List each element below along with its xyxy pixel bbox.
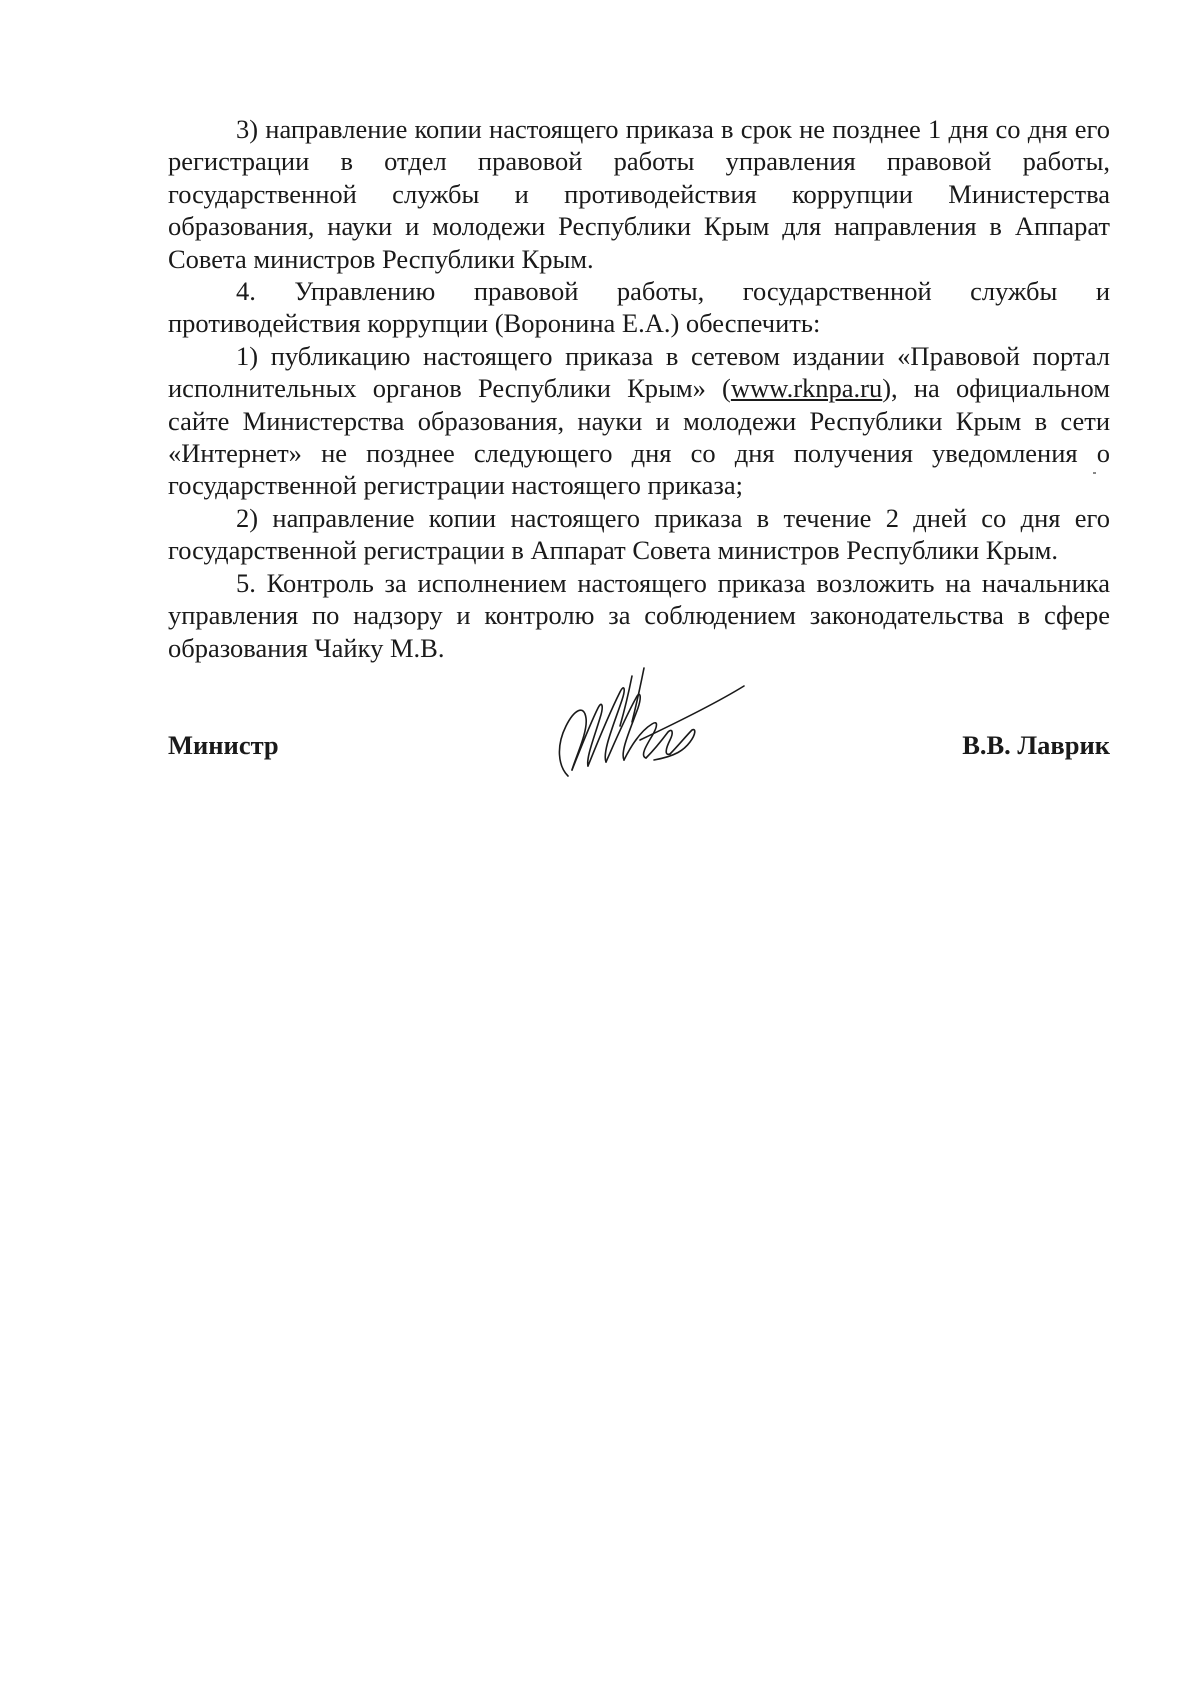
signature-block — [168, 666, 1110, 786]
paragraph-item-4: 4. Управлению правовой работы, государственной службы и противодействия коррупции (Воронина Е.А.) обеспечить: — [168, 276, 1110, 339]
paragraph-text-after-link: ), на официальном сайте Министерства образования, науки и молодежи Республики Крым в сети «Интернет» не позднее следующего дня со дня получения уведомления о государственной регистрации настоящего приказа; — [168, 373, 1110, 501]
document-body — [168, 113, 1110, 664]
paragraph-item-3: 3) направление копии настоящего приказа в срок не позднее 1 дня со дня его регистрации в отдел правовой работы управления правовой работы, государственной службы и противодействия коррупции Министерства образования, науки и молодежи Республики Крым для направления в Аппарат Совета министров Республики Крым. — [168, 114, 1110, 274]
handwritten-signature-icon — [528, 666, 748, 786]
paragraph-item-5: 5. Контроль за исполнением настоящего приказа возложить на начальника управления по надзору и контролю за соблюдением законодательства в сфере образования Чайку М.В. — [168, 567, 1110, 663]
scan-artifact — [1093, 472, 1096, 474]
portal-link[interactable]: www.rknpa.ru — [730, 373, 883, 404]
signatory-title: Министр — [168, 730, 279, 760]
paragraph-subitem-2: 2) направление копии настоящего приказа в течение 2 дней со дня его государственной регистрации в Аппарат Совета министров Республики Крым. — [168, 502, 1110, 566]
signatory-name: В.В. Лаврик — [962, 730, 1110, 760]
paragraph-subitem-1 — [168, 340, 1110, 502]
paragraph-text-before-link: 1) публикацию настоящего приказа в сетевом издании «Правовой портал исполнительных органов Республики Крым» ( — [168, 340, 1110, 404]
